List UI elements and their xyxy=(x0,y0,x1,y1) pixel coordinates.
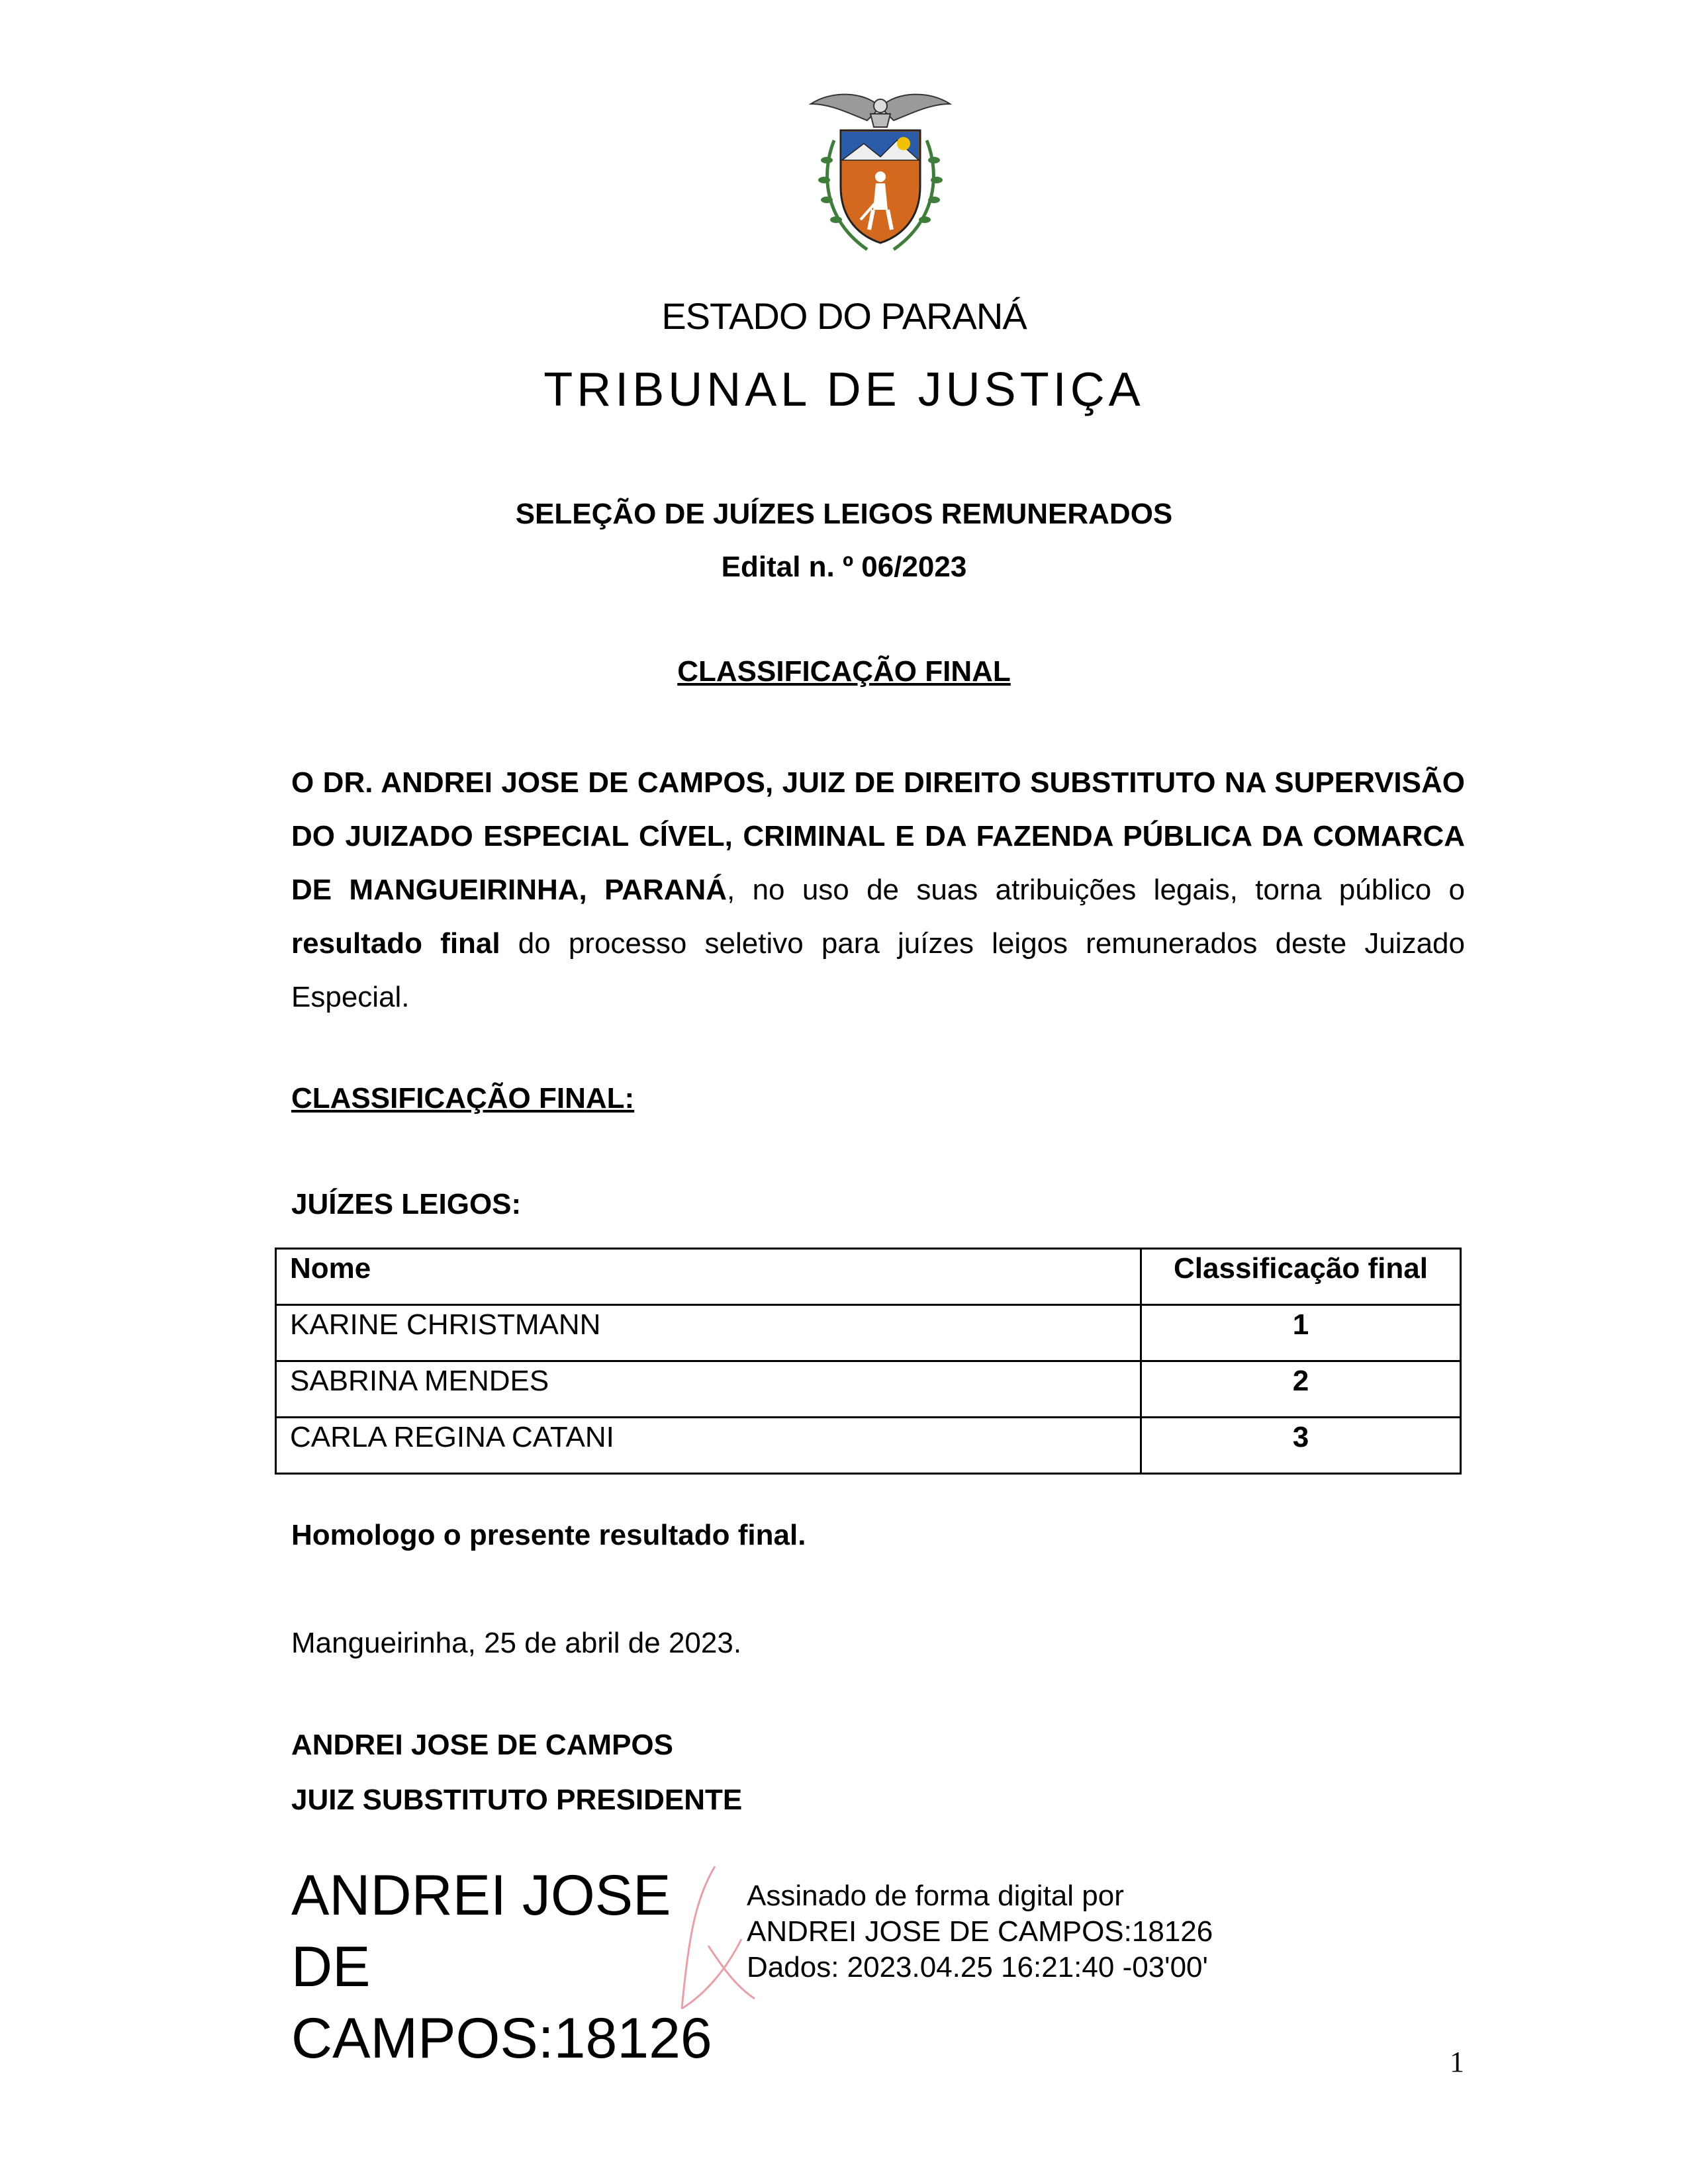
digital-signature-name-line-1: ANDREI JOSE DE xyxy=(291,1864,671,1999)
intro-text-1: , no uso de suas atribuições legais, torna público o xyxy=(727,874,1465,906)
signer-name: ANDREI JOSE DE CAMPOS xyxy=(291,1729,673,1761)
court-name: TRIBUNAL DE JUSTIÇA xyxy=(543,363,1145,416)
candidate-name: CARLA REGINA CATANI xyxy=(276,1418,1141,1474)
section-title: CLASSIFICAÇÃO FINAL xyxy=(677,655,1011,688)
intro-paragraph xyxy=(291,756,1465,1024)
state-name: ESTADO DO PARANÁ xyxy=(661,295,1027,337)
candidate-rank: 3 xyxy=(1141,1418,1461,1474)
table-row xyxy=(276,1305,1461,1361)
results-table xyxy=(275,1248,1462,1475)
signer-role: JUIZ SUBSTITUTO PRESIDENTE xyxy=(291,1784,743,1816)
edital-number: Edital n. º 06/2023 xyxy=(721,551,967,583)
signature-info-line-3: Dados: 2023.04.25 16:21:40 -03'00' xyxy=(747,1951,1208,1983)
digital-signature-info xyxy=(747,1878,1213,1985)
parana-coat-of-arms xyxy=(804,87,957,259)
table-header-row xyxy=(276,1249,1461,1305)
signature-info-line-2: ANDREI JOSE DE CAMPOS:18126 xyxy=(747,1915,1213,1948)
candidate-name: SABRINA MENDES xyxy=(276,1361,1141,1418)
intro-bold-result: resultado final xyxy=(291,927,500,960)
classification-heading: CLASSIFICAÇÃO FINAL: xyxy=(291,1082,635,1115)
digital-signature-name-line-2: CAMPOS:18126 xyxy=(291,2007,712,2070)
candidate-rank: 1 xyxy=(1141,1305,1461,1361)
candidate-name: KARINE CHRISTMANN xyxy=(276,1305,1141,1361)
homologation-statement: Homologo o presente resultado final. xyxy=(291,1519,806,1551)
digital-signature-name xyxy=(291,1860,715,2074)
rank-column-header: Classificação final xyxy=(1141,1249,1461,1305)
candidate-rank: 2 xyxy=(1141,1361,1461,1418)
signature-info-line-1: Assinado de forma digital por xyxy=(747,1880,1124,1912)
place-and-date: Mangueirinha, 25 de abril de 2023. xyxy=(291,1627,742,1659)
page-number: 1 xyxy=(1450,2046,1464,2078)
intro-text-2: do processo seletivo para juízes leigos remunerados deste Juizado Especial. xyxy=(291,927,1465,1013)
category-heading: JUÍZES LEIGOS: xyxy=(291,1188,522,1220)
table-row xyxy=(276,1361,1461,1418)
selection-title: SELEÇÃO DE JUÍZES LEIGOS REMUNERADOS xyxy=(515,498,1173,530)
intro-bold-opening: O DR. ANDREI JOSE DE CAMPOS, JUIZ DE DIREITO SUBSTITUTO NA SUPERVISÃO DO JUIZADO ESPECIAL CÍVEL, CRIMINAL E DA FAZENDA PÚBLICA DA COMARCA DE MANGUEIRINHA, PARANÁ xyxy=(291,766,1465,906)
name-column-header: Nome xyxy=(276,1249,1141,1305)
table-row xyxy=(276,1418,1461,1474)
